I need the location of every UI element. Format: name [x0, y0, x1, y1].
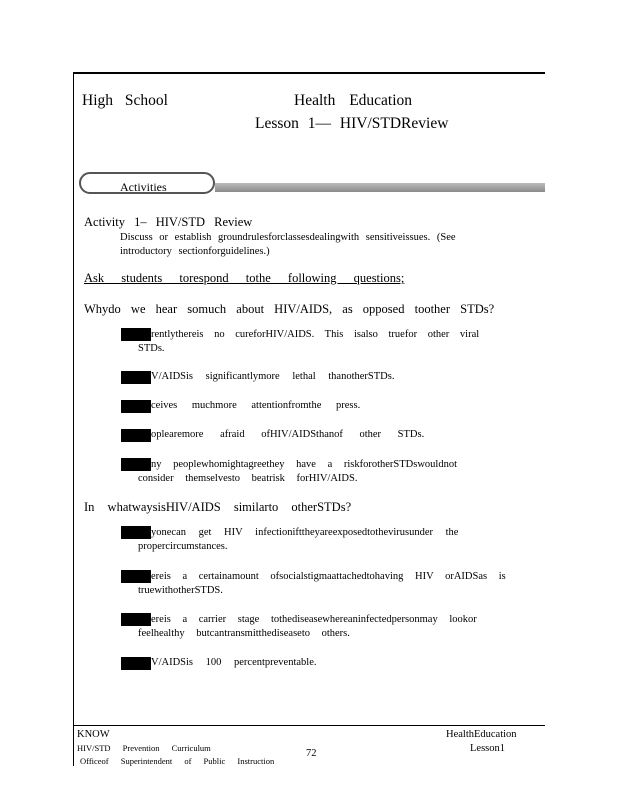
list-item: ny peoplewhomightagreethey have a riskforotherSTDswouldnot consider themselvesto beatrisk forHIV/AIDS. [138, 459, 458, 484]
activity-instruction: Discuss or establish groundrulesforclassesdealingwith sensitiveissues. (See introductory sectionforguidelines.) [120, 232, 456, 257]
footer-office: Officeof Superintendent of Public Instruction [80, 756, 275, 766]
list-item: V/AIDSis 100 percentpreventable. [151, 657, 317, 668]
list-item: ereis a carrier stage tothediseasewhereaninfectedpersonmay lookor feelhealthy butcantransmitthediseaseto others. [138, 614, 477, 639]
footer-subject: HealthEducation [446, 729, 517, 740]
redaction-block [121, 400, 151, 413]
question-2: In whatwaysisHIV/AIDS similarto otherSTDs? [84, 500, 352, 514]
redaction-block [121, 657, 151, 670]
section-divider-bar [215, 183, 545, 192]
activity-title: Activity 1– HIV/STD Review [84, 215, 253, 229]
left-border-line [73, 72, 74, 766]
list-item: yonecan get HIV infectionifttheyareexposedtothevirusunder the propercircumstances. [138, 527, 459, 552]
activity-prompt: Ask students torespond tothe following questions; [84, 271, 405, 285]
list-item: oplearemore afraid ofHIV/AIDSthanof other STDs. [151, 429, 425, 440]
footer-curriculum: HIV/STD Prevention Curriculum [77, 743, 211, 753]
top-border-line [73, 72, 545, 74]
list-item: ereis a certainamount ofsocialstigmaattachedtohaving HIV orAIDSas is truewithotherSTDS. [138, 571, 506, 596]
list-item: ceives muchmore attentionfromthe press. [151, 400, 361, 411]
page-number: 72 [306, 748, 317, 759]
list-item: rentlythereis no cureforHIV/AIDS. This isalso truefor other viral STDs. [138, 329, 480, 354]
footer-divider [73, 725, 545, 726]
redaction-block [121, 371, 151, 384]
header-school-level: High School [82, 92, 168, 109]
page-title: Lesson 1— HIV/STDReview [255, 115, 449, 132]
footer-lesson: Lesson1 [470, 743, 505, 754]
section-tab [79, 172, 215, 194]
header-subject: Health Education [294, 92, 413, 109]
question-1: Whydo we hear somuch about HIV/AIDS, as opposed toother STDs? [84, 302, 495, 316]
footer-know-label: KNOW [77, 729, 110, 740]
section-tab-label: Activities [120, 180, 167, 194]
list-item: V/AIDSis significantlymore lethal thanotherSTDs. [151, 371, 395, 382]
redaction-block [121, 429, 151, 442]
